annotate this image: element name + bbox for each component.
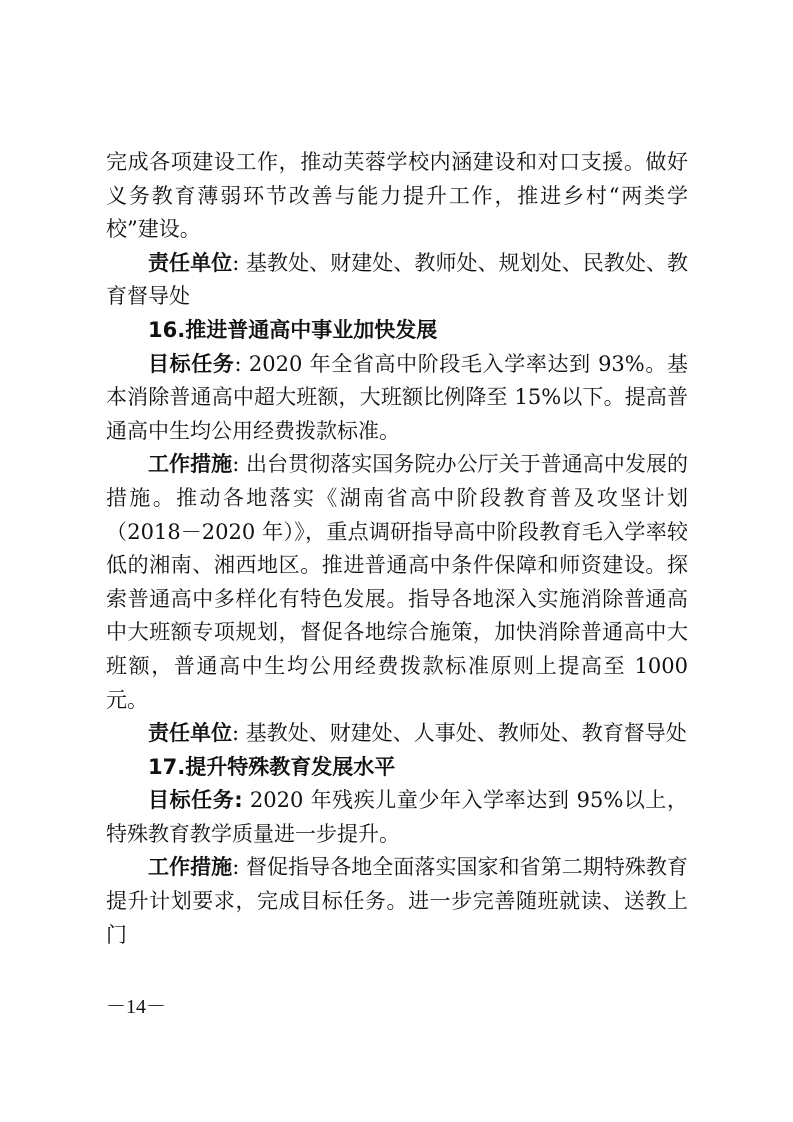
- paragraph-text: : 2020 年全省高中阶段毛入学率达到 93%。基本消除普通高中超大班额，大班额比例降至 15%以下。提高普通高中生均公用经费拨款标准。: [106, 351, 688, 443]
- label-target-task: 目标任务:: [148, 788, 243, 813]
- label-target-task: 目标任务: [148, 351, 235, 376]
- paragraph-responsible-units-15: [106, 247, 688, 314]
- paragraph-text: : 督促指导各地全面落实国家和省第二期特殊教育提升计划要求，完成目标任务。进一步完善随班就读、送教上门: [106, 855, 689, 947]
- paragraph-text: : 基教处、财建处、人事处、教师处、教育督导处: [232, 721, 687, 746]
- paragraph-continued: [106, 146, 688, 247]
- paragraph-work-measures-16: [106, 448, 688, 717]
- paragraph-text: : 出台贯彻落实国务院办公厅关于普通高中发展的措施。推动各地落实《湖南省高中阶段教育普及攻坚计划（2018－2020 年）》，重点调研指导高中阶段教育毛入学率较低的湘南、湘西地区。推进普通高中条件保障和师资建设。探索普通高中多样化有特色发展。指导各地深入实施消除普通高中大班额专项规划，督促各地综合施策，加快消除普通高中大班额，普通高中生均公用经费拨款标准原则上提高至 1000 元。: [106, 452, 689, 712]
- section-heading-17: 17.提升特殊教育发展水平: [148, 754, 396, 779]
- label-responsible-units: 责任单位: [148, 721, 232, 746]
- paragraph-work-measures-17: [106, 851, 688, 952]
- label-work-measures: 工作措施: [148, 855, 233, 880]
- paragraph-text: : 基教处、财建处、教师处、规划处、民教处、教育督导处: [106, 250, 689, 309]
- paragraph-text: 完成各项建设工作，推动芙蓉学校内涵建设和对口支援。做好义务教育薄弱环节改善与能力提升工作，推进乡村“两类学校”建设。: [106, 150, 688, 242]
- label-work-measures: 工作措施: [148, 452, 233, 477]
- page-number: －14－: [106, 996, 166, 1018]
- paragraph-responsible-units-16: [106, 717, 688, 751]
- page-body: [106, 146, 688, 952]
- label-responsible-units: 责任单位: [148, 250, 233, 275]
- paragraph-target-task-17: [106, 784, 688, 851]
- paragraph-text: 2020 年残疾儿童少年入学率达到 95%以上，特殊教育教学质量进一步提升。: [106, 788, 688, 846]
- section-heading-16: 16.推进普通高中事业加快发展: [148, 317, 438, 342]
- paragraph-target-task-16: [106, 348, 688, 449]
